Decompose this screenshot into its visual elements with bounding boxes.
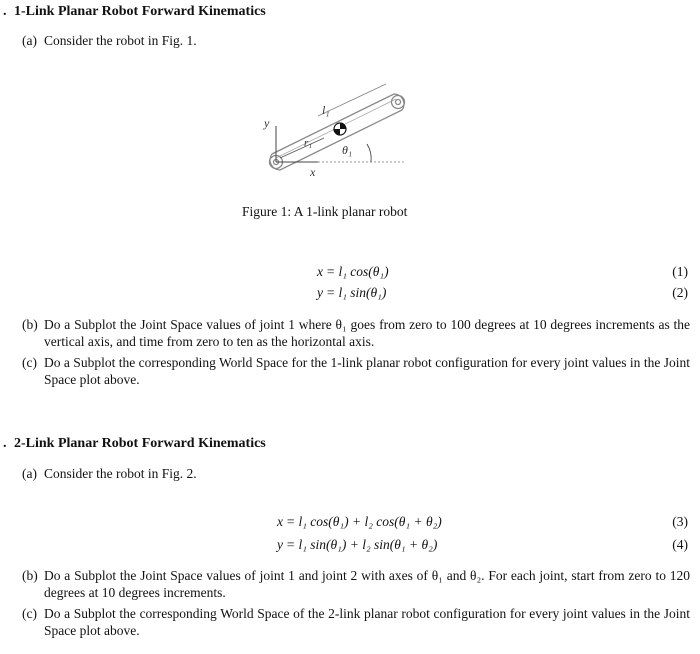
r1-arrow <box>280 138 324 158</box>
section2-heading: 2-Link Planar Robot Forward Kinematics <box>14 436 266 451</box>
section1-part-c <box>22 355 690 388</box>
equation-4-rhs: = l₁ sin(θ₁) + l₂ sin(θ₁ + θ₂) <box>286 537 438 552</box>
section2-part-b <box>22 568 690 601</box>
r1-label: r₁ <box>304 137 313 149</box>
section2-part-a <box>22 466 690 483</box>
part-text: Do a Subplot the corresponding World Space for the 1-link planar robot configuration for every joint values in the Joint Space plot above. <box>44 355 690 387</box>
part-label: (b) <box>22 568 38 583</box>
equation-2-number: (2) <box>672 285 688 300</box>
equation-1-lhs: x <box>317 264 323 279</box>
end-joint-center <box>396 100 401 105</box>
part-text: Consider the robot in Fig. 1. <box>44 33 197 48</box>
section1-part-b <box>22 317 690 350</box>
end-joint <box>392 96 405 109</box>
equation-1-number: (1) <box>672 264 688 279</box>
part-label: (c) <box>22 606 37 621</box>
l1-label: l₁ <box>322 103 330 117</box>
part-label: (b) <box>22 317 38 332</box>
equation-4-lhs: y <box>277 537 283 552</box>
section1-heading: 1-Link Planar Robot Forward Kinematics <box>14 4 266 19</box>
equation-3-number: (3) <box>672 514 688 529</box>
theta1-arc <box>367 144 371 162</box>
equation-3-rhs: = l₁ cos(θ₁) + l₂ cos(θ₁ + θ₂) <box>286 514 442 529</box>
part-text: Do a Subplot the Joint Space values of joint 1 and joint 2 with axes of θ₁ and θ₂. For each joint, start from zero to 120 degrees at 10 degrees increments. <box>44 568 690 600</box>
part-label: (a) <box>22 466 37 481</box>
equation-2-rhs: = l₁ sin(θ₁) <box>326 285 387 300</box>
section2-part-c <box>22 606 690 639</box>
section1-marker: . <box>3 4 7 19</box>
equation-1-rhs: = l₁ cos(θ₁) <box>326 264 389 279</box>
figure-1-caption: Figure 1: A 1-link planar robot <box>242 204 408 219</box>
part-text: Consider the robot in Fig. 2. <box>44 466 197 481</box>
center-of-mass-icon <box>334 123 346 135</box>
part-text: Do a Subplot the corresponding World Space of the 2-link planar robot configuration for every joint values in the Joint Space plot above. <box>44 606 690 638</box>
figure-1-robot-diagram <box>258 82 418 182</box>
part-label: (a) <box>22 33 37 48</box>
y-label: y <box>264 116 270 130</box>
section1-part-a <box>22 33 690 50</box>
equation-4-number: (4) <box>672 537 688 552</box>
part-text: Do a Subplot the Joint Space values of joint 1 where θ₁ goes from zero to 100 degrees at 10 degrees increments as the vertical axis, and time from zero to ten as the horizontal axis. <box>44 317 690 349</box>
section2-marker: . <box>3 436 7 451</box>
x-label: x <box>310 165 316 179</box>
part-label: (c) <box>22 355 37 370</box>
equation-2-lhs: y <box>317 285 323 300</box>
equation-3-lhs: x <box>277 514 283 529</box>
theta1-label: θ₁ <box>342 143 353 157</box>
